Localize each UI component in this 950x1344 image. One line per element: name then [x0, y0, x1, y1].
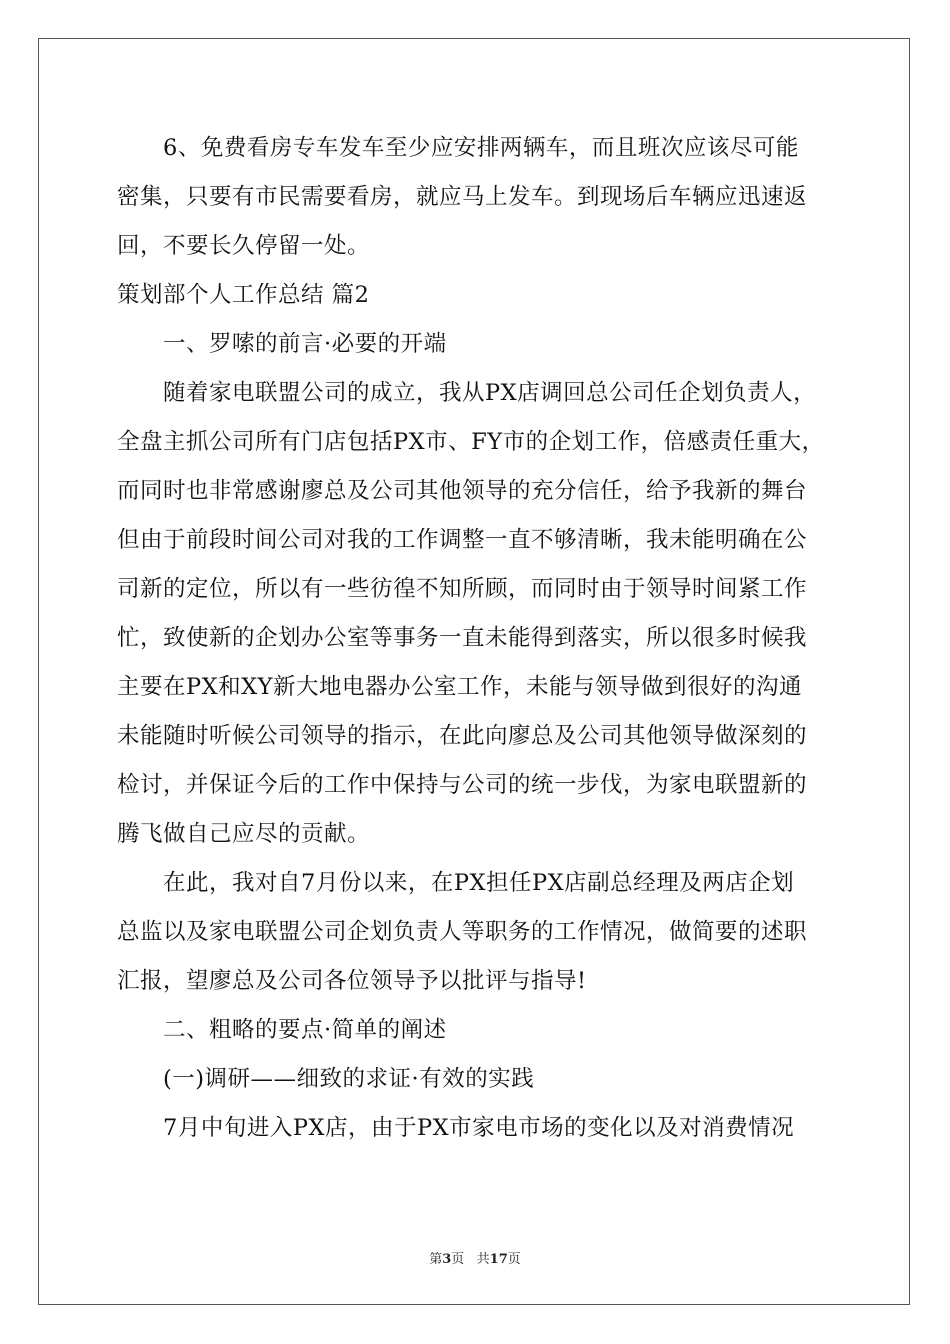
footer-suffix: 页 — [507, 1252, 521, 1267]
footer-prefix: 第 — [429, 1252, 443, 1267]
paragraph-line: 回，不要长久停留一处。 — [117, 233, 371, 259]
paragraph-line: 7月中旬进入PX店，由于PX市家电市场的变化以及对消费情况 — [163, 1115, 795, 1141]
paragraph-line: 总监以及家电联盟公司企划负责人等职务的工作情况，做简要的述职 — [117, 919, 808, 945]
paragraph-line: 全盘主抓公司所有门店包括PX市、FY市的企划工作，倍感责任重大， — [117, 429, 825, 455]
paragraph-line: 忙，致使新的企划办公室等事务一直未能得到落实，所以很多时候我 — [117, 625, 808, 651]
footer-middle: 页 共 — [451, 1252, 490, 1267]
paragraph-line: 检讨，并保证今后的工作中保持与公司的统一步伐，为家电联盟新的 — [117, 772, 808, 798]
current-page-number: 3 — [442, 1252, 452, 1267]
paragraph-line: 6、免费看房专车发车至少应安排两辆车，而且班次应该尽可能 — [163, 135, 799, 161]
document-body — [117, 124, 847, 1153]
paragraph-line: 腾飞做自己应尽的贡献。 — [117, 821, 371, 847]
paragraph-line: 但由于前段时间公司对我的工作调整一直不够清晰，我未能明确在公 — [117, 527, 808, 553]
paragraph-line: 随着家电联盟公司的成立，我从PX店调回总公司任企划负责人， — [163, 380, 817, 406]
paragraph-line: 汇报，望廖总及公司各位领导予以批评与指导! — [117, 968, 587, 994]
paragraph-line: 司新的定位，所以有一些彷徨不知所顾，而同时由于领导时间紧工作 — [117, 576, 808, 602]
page-footer — [0, 1248, 950, 1267]
paragraph-line: 密集，只要有市民需要看房，就应马上发车。到现场后车辆应迅速返 — [117, 184, 808, 210]
subheading: (一)调研——细致的求证·有效的实践 — [163, 1066, 535, 1092]
paragraph-line: 主要在PX和XY新大地电器办公室工作，未能与领导做到很好的沟通 — [117, 674, 803, 700]
section-title: 策划部个人工作总结 篇2 — [117, 282, 370, 308]
paragraph-line: 而同时也非常感谢廖总及公司其他领导的充分信任，给予我新的舞台 — [117, 478, 808, 504]
paragraph-line: 未能随时听候公司领导的指示，在此向廖总及公司其他领导做深刻的 — [117, 723, 808, 749]
paragraph-line: 在此，我对自7月份以来，在PX担任PX店副总经理及两店企划 — [163, 870, 795, 896]
heading-2: 二、粗略的要点·简单的阐述 — [163, 1017, 447, 1043]
heading-1: 一、罗嗦的前言·必要的开端 — [163, 331, 447, 357]
total-pages-number: 17 — [489, 1252, 508, 1267]
